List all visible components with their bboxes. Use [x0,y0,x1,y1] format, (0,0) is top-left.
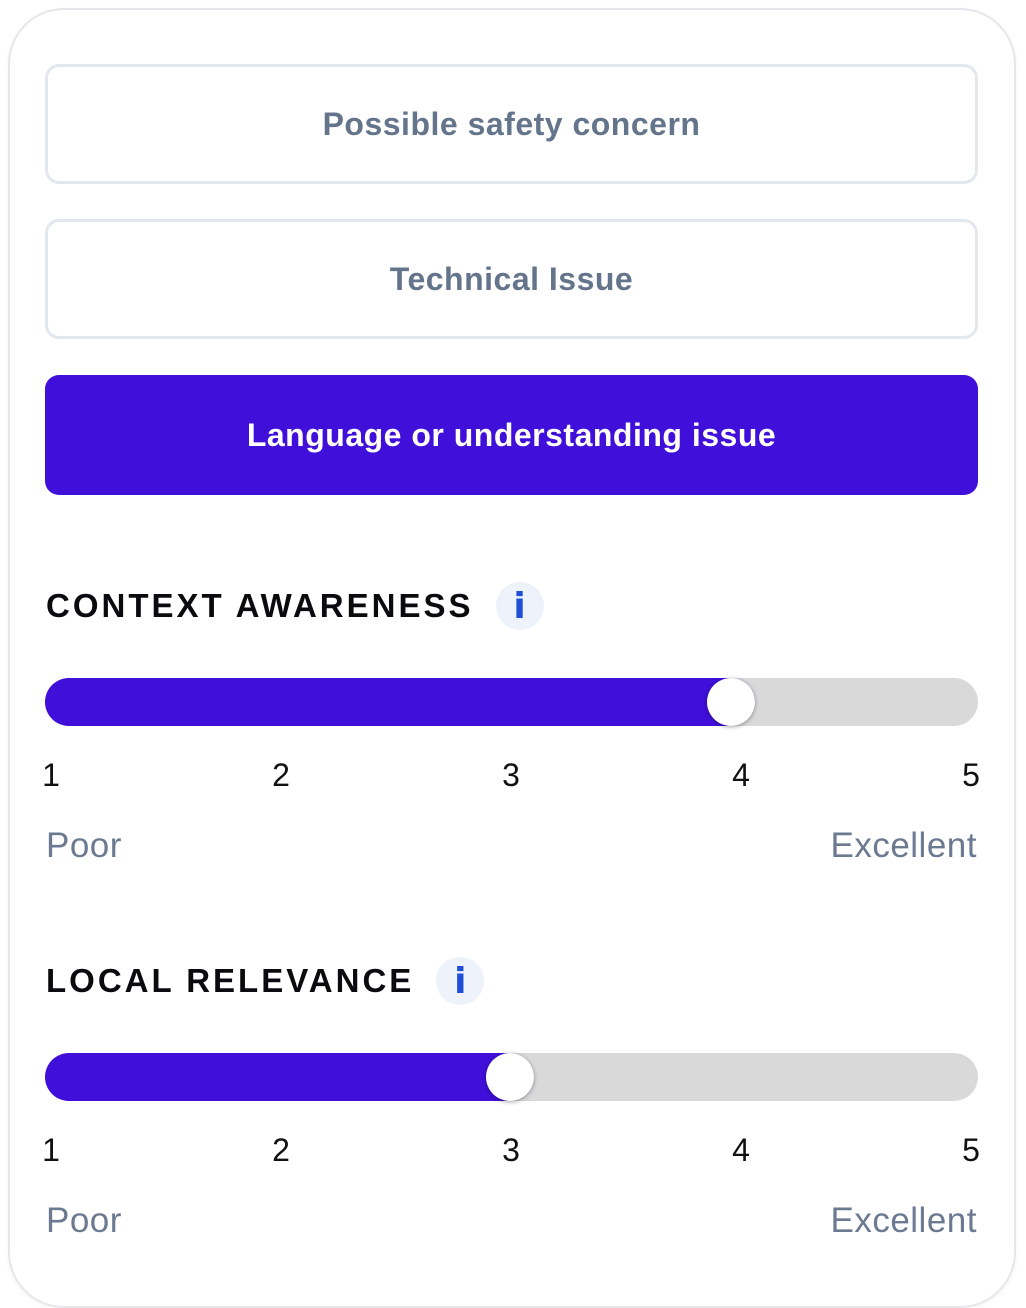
option-language-or-understanding-issue[interactable]: Language or understanding issue [45,375,978,495]
tick-label: 4 [732,757,750,793]
poor-label: Poor [46,826,122,865]
context-awareness-slider[interactable] [45,678,978,726]
context-awareness-title: CONTEXT AWARENESS [46,587,474,624]
tick-label: 2 [272,1132,290,1168]
slider-fill [45,678,755,726]
slider-fill [45,1053,534,1101]
tick-label: 4 [732,1132,750,1168]
local-relevance-heading [46,957,484,1005]
option-possible-safety-concern[interactable]: Possible safety concern [45,64,978,184]
local-relevance-slider[interactable] [45,1053,978,1101]
option-technical-issue[interactable]: Technical Issue [45,219,978,339]
info-icon[interactable]: i [436,957,484,1005]
local-relevance-title: LOCAL RELEVANCE [46,962,415,999]
local-relevance-ticks [42,1132,981,1172]
tick-label: 5 [962,1132,980,1168]
feedback-card [8,8,1016,1308]
tick-label: 2 [272,757,290,793]
context-awareness-ticks [42,757,981,797]
info-icon[interactable]: i [496,582,544,630]
tick-label: 1 [42,1132,60,1168]
tick-label: 3 [502,1132,520,1168]
slider-thumb[interactable] [486,1053,534,1101]
excellent-label: Excellent [830,826,977,865]
slider-thumb[interactable] [707,678,755,726]
context-awareness-heading [46,582,544,630]
tick-label: 1 [42,757,60,793]
poor-label: Poor [46,1201,122,1240]
tick-label: 3 [502,757,520,793]
excellent-label: Excellent [830,1201,977,1240]
tick-label: 5 [962,757,980,793]
